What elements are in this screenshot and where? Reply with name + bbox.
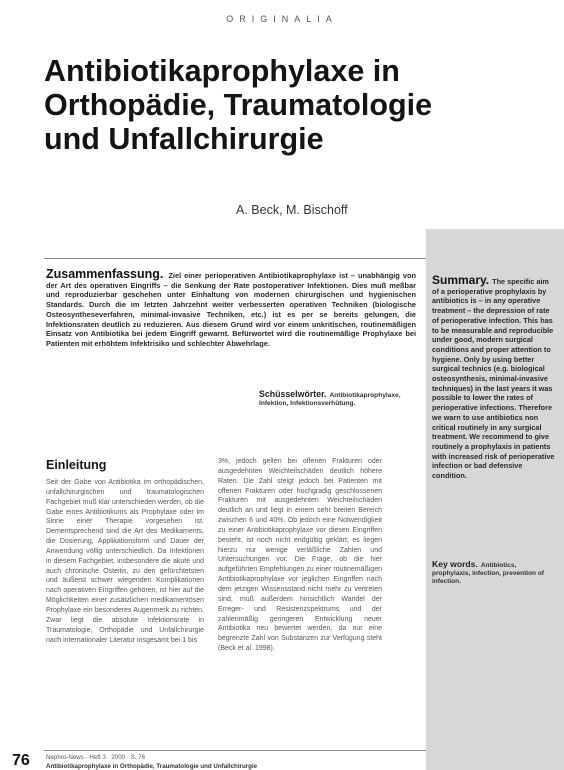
header-rule xyxy=(44,258,426,259)
summary-text: The specific aim of a perioperative prophylaxis by antibiotics is – in any operative treatment – the depression of rate of perioperative infection. This has to be measurable and reproducible under good, modern surgical conditions and proper attention to hygiene. Only by using better surgical technics (e.g. biological osteosynthesis, minimal-invasive techniques) in the last years it was possible to lower the rates of perioperative infections. Therefore we warn to use antibiotics non critical routinely in any surgical treatment. We recommend to give routinely a prophylaxis in patients with increased risk of perioperative infection or bad defensive condition. xyxy=(432,277,555,481)
footer-rule xyxy=(44,750,426,751)
article-title xyxy=(44,54,524,156)
body-column-1: Seit der Gabe von Antibiotika im orthopädischen, unfallchirurgischen und traumatologischen Fachgebiet muß klar unterschieden werden, ob die Gabe eines Antibiotikums als Prophylaxe oder im Sinne einer Therapie vorgesehen ist. Dementsprechend sind die Art des Medikaments, die Dosierung, Applikationsform und Dauer der Anwendung völlig unterschiedlich. Da Infektionen in diesem Fachgebiet, insbesondere die akute und auch chronische Osteitis, zu den gefürchtetsten und äußerst schwer wiegenden Komplikationen nach operativen Eingriffen gehören, ist hier auf die Möglichkeiten einer zusätzlichen medikamentösen Prophylaxe ein besonderes Augenmerk zu richten. Zwar liegt die absolute Infektionsrate in Traumatologie, Orthopädie und Unfallchirurgie nach internationaler Literatur insgesamt bei 1 bis xyxy=(46,479,204,644)
keywords-en-label: Key words. xyxy=(432,559,478,569)
keywords-english xyxy=(432,560,556,586)
page-number: 76 xyxy=(12,752,30,769)
abstract-heading: Zusammenfassung. xyxy=(46,267,164,281)
section-heading-einleitung: Einleitung xyxy=(46,458,107,472)
keywords-en-text: Antibiotics, prophylaxis, infection, prevention of infection. xyxy=(432,562,544,585)
summary-english xyxy=(432,273,556,481)
abstract-german xyxy=(46,267,416,349)
keywords-label: Schüsselwörter. xyxy=(259,389,327,399)
keywords-german xyxy=(259,390,416,408)
body-column-2: 3%, jedoch gelten bei offenen Frakturen oder ausgedehnten Weichteilschäden deutlich höhere Raten. Die Zahl steigt jedoch bei Patienten mit offenen Frakturen oder hochgradig geschlossenen Frakturen mit ausgedehnten Weichteilschäden deutlich an und liegt in einem sehr breiten Bereich zwischen 6 und 40%. Ob jedoch eine Notwendigkeit zu einer Antibiotikaprophylaxe vor diesen Eingriffen besteht, ist noch nicht endgültig geklärt; es liegen hierzu nur wenige verläßliche Zahlen und Untersuchungen vor. Die Frage, ob die hier aufgeführten Empfehlungen zu einer routinemäßigen Antibiotikaprophylaxe vor jeglichen Eingriffen nach dem jetzigen Wissensstand nicht mehr zu vertreten sind, muß außerdem hinsichtlich Wandel der Erreger- und Resistenzspektrums und der zahlenmäßig geringeren Entwicklung neuer Antibiotika neu bewertet werden, da nur eine begrenzte Zahl von Substanzen zur Verfügung steht (Beck et al. 1998). xyxy=(218,458,382,653)
authors: A. Beck, M. Bischoff xyxy=(236,203,348,217)
section-label: ORIGINALIA xyxy=(226,14,338,24)
summary-heading: Summary. xyxy=(432,273,490,287)
keywords-text: Antibiotikaprophylaxe, Infektion, Infektionsverhütung. xyxy=(259,392,401,408)
abstract-text: Ziel einer perioperativen Antibiotikaprophylaxe ist – unabhängig von der Art des operativen Eingriffs – die Senkung der Rate postoperativer Infektionen. Dies muß meßbar und reproduzierbar geschehen unter Einhaltung von modernen chirurgischen und hygienischen Standards. Durch die im letzten Jahrzehnt weiter verbesserten operativen Techniken (biologische Osteosyntheseverfahren, minimal-invasive Techniken, etc.) ist es per se bereits gelungen, die Infektionsraten deutlich zu reduzieren. Aus diesem Grund wird vor einem unkritischen, routinemäßigen Einsatz von Antibiotika bei jedem Eingriff gewarnt. Befürwortet wird die routinemäßige Prophylaxe bei Patienten mit erhöhtem Infektrisiko und schlechter Abwehrlage. xyxy=(46,271,416,348)
title-line-1: Antibiotikaprophylaxe in xyxy=(44,54,400,88)
footer-article-title: Antibiotikaprophylaxe in Orthopädie, Traumatologie und Unfallchirurgie xyxy=(46,763,258,770)
title-line-2: Orthopädie, Traumatologie xyxy=(44,88,433,122)
footer-journal-citation: Nephro-News · Heft 3 · 2000 · S. 76 xyxy=(46,754,146,761)
title-line-3: und Unfallchirurgie xyxy=(44,122,324,156)
